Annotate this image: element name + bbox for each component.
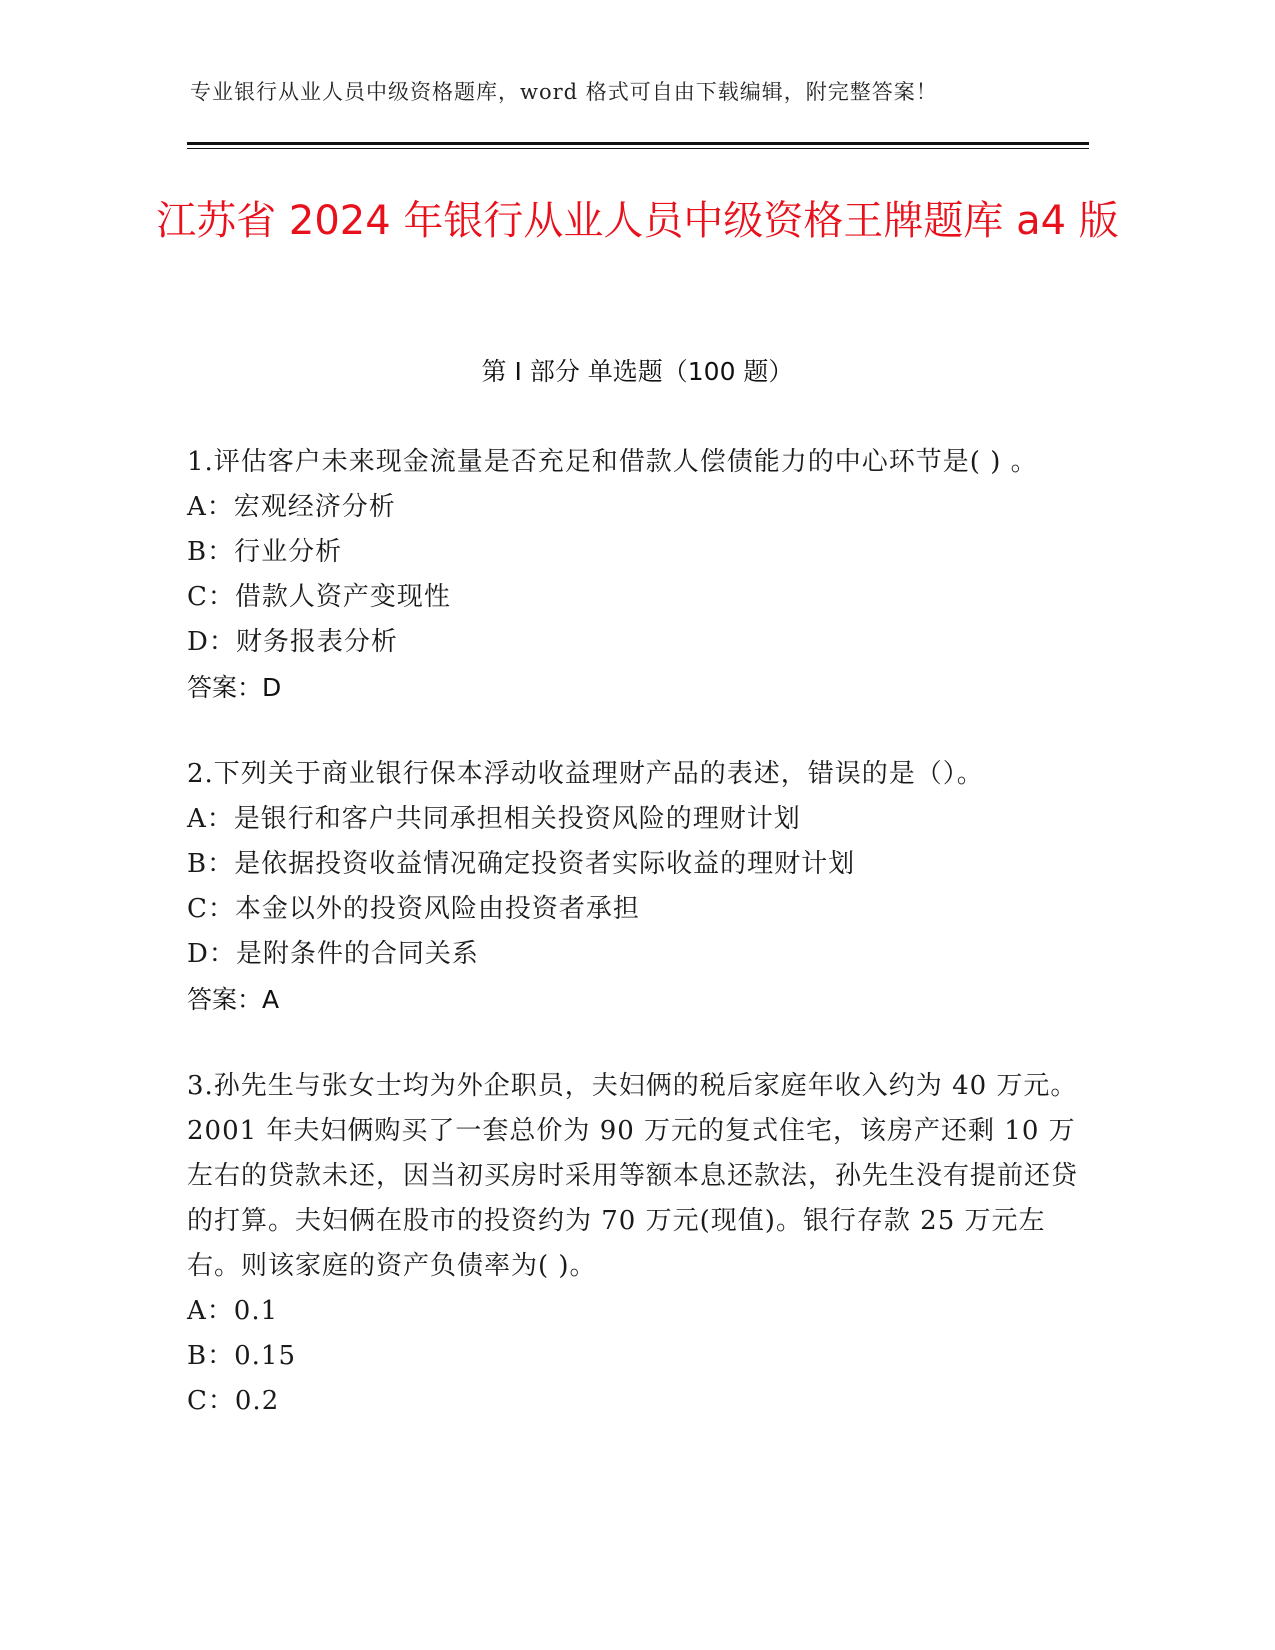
question-list <box>187 440 1089 1466</box>
question-stem: 1.评估客户未来现金流量是否充足和借款人偿债能力的中心环节是( ) 。 <box>187 447 1038 477</box>
question-1 <box>187 440 1089 710</box>
option-a: A：是银行和客户共同承担相关投资风险的理财计划 <box>187 804 801 834</box>
section-heading: 第 I 部分 单选题（100 题） <box>481 357 794 386</box>
answer-line: 答案：D <box>187 673 282 702</box>
document-title: 江苏省 2024 年银行从业人员中级资格王牌题库 a4 版 <box>156 198 1119 244</box>
option-b: B：是依据投资收益情况确定投资者实际收益的理财计划 <box>187 849 856 879</box>
option-a: A：0.1 <box>187 1296 279 1326</box>
option-c: C：0.2 <box>187 1386 280 1416</box>
question-3 <box>187 1064 1089 1424</box>
question-stem: 2.下列关于商业银行保本浮动收益理财产品的表述，错误的是（）。 <box>187 759 984 789</box>
option-a: A：宏观经济分析 <box>187 492 396 522</box>
option-b: B：行业分析 <box>187 537 343 567</box>
question-stem: 3.孙先生与张女士均为外企职员，夫妇俩的税后家庭年收入约为 40 万元。2001 年夫妇俩购买了一套总价为 90 万元的复式住宅，该房产还剩 10 万左右的贷款未还，因当初买房时采用等额本息还款法，孙先生没有提前还贷的打算。夫妇俩在股市的投资约为 70 万元(现值)。银行存款 25 万元左右。则该家庭的资产负债率为( )。 <box>187 1071 1079 1281</box>
answer-line: 答案：A <box>187 985 280 1014</box>
option-c: C：借款人资产变现性 <box>187 582 451 612</box>
option-b: B：0.15 <box>187 1341 296 1371</box>
header-divider <box>187 142 1089 145</box>
option-d: D：是附条件的合同关系 <box>187 939 479 969</box>
header-divider-thin <box>187 148 1089 149</box>
option-c: C：本金以外的投资风险由投资者承担 <box>187 894 640 924</box>
option-d: D：财务报表分析 <box>187 627 398 657</box>
question-2 <box>187 752 1089 1022</box>
header-note: 专业银行从业人员中级资格题库，word 格式可自由下载编辑，附完整答案！ <box>190 80 938 104</box>
